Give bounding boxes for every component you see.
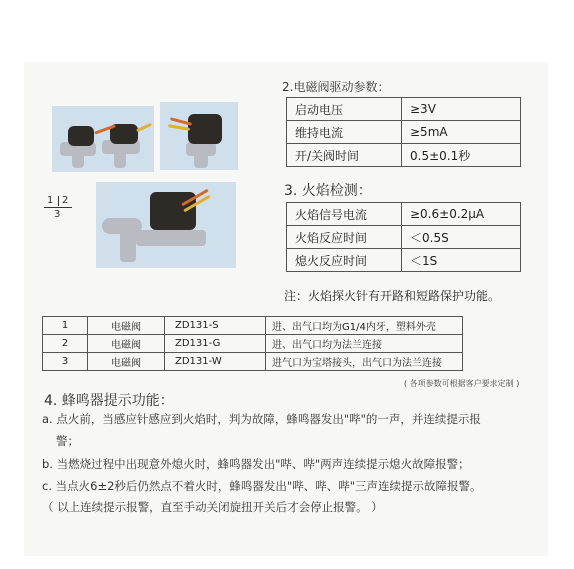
param-value: ≥3V bbox=[402, 98, 521, 121]
param-name: 维持电流 bbox=[287, 121, 402, 144]
param-name: 开/关阀时间 bbox=[287, 144, 402, 167]
param-name: 启动电压 bbox=[287, 98, 402, 121]
param-value: 0.5±0.1秒 bbox=[402, 144, 521, 167]
buzzer-item-a-cont: 警； bbox=[56, 434, 79, 448]
section-2-title: 2.电磁阀驱动参数： bbox=[282, 80, 390, 94]
model-name: 电磁阀 bbox=[88, 317, 165, 335]
models-footnote: ( 各项参数可根据客户要求定制 ) bbox=[404, 379, 520, 388]
param-value: ＜0.5S bbox=[402, 226, 521, 249]
param-value: ≥0.6±0.2μA bbox=[402, 203, 521, 226]
buzzer-item-a: a. 点火前，当感应针感应到火焰时，判为故障，蜂鸣器发出"哔"的一声，并连续提示报 bbox=[42, 412, 481, 426]
section-3-title: 3. 火焰检测： bbox=[284, 183, 372, 199]
product-photo-1 bbox=[52, 106, 154, 172]
model-code: ZD131-S bbox=[165, 317, 266, 335]
model-no: 3 bbox=[43, 353, 88, 371]
model-name: 电磁阀 bbox=[88, 353, 165, 371]
table-row bbox=[287, 98, 521, 121]
product-photo-2 bbox=[160, 102, 238, 170]
figure-label-1: 1 bbox=[47, 195, 54, 206]
model-name: 电磁阀 bbox=[88, 335, 165, 353]
figure-label-3: 3 bbox=[54, 209, 61, 220]
figure-label-rule bbox=[44, 207, 72, 208]
table-row bbox=[287, 144, 521, 167]
model-no: 1 bbox=[43, 317, 88, 335]
param-name: 火焰信号电流 bbox=[287, 203, 402, 226]
param-value: ≥5mA bbox=[402, 121, 521, 144]
figure-label-2: 2 bbox=[62, 195, 69, 206]
model-desc: 进、出气口均为G1/4内牙，塑料外壳 bbox=[266, 317, 463, 335]
param-name: 熄火反应时间 bbox=[287, 249, 402, 272]
table-row bbox=[43, 353, 463, 371]
table-row bbox=[43, 335, 463, 353]
model-no: 2 bbox=[43, 335, 88, 353]
section-4-title: 4. 蜂鸣器提示功能： bbox=[44, 393, 174, 409]
figure-label-divider bbox=[58, 196, 59, 206]
flame-detect-table bbox=[286, 202, 521, 272]
buzzer-item-c: c. 当点火6±2秒后仍然点不着火时，蜂鸣器发出"哔、哔、哔"三声连续提示故障报警。 bbox=[42, 479, 482, 493]
buzzer-note: （ 以上连续提示报警，直至手动关闭旋扭开关后才会停止报警。 ） bbox=[42, 500, 383, 514]
model-code: ZD131-G bbox=[165, 335, 266, 353]
table-row bbox=[287, 249, 521, 272]
model-code: ZD131-W bbox=[165, 353, 266, 371]
table-row bbox=[287, 226, 521, 249]
buzzer-item-b: b. 当燃烧过程中出现意外熄火时，蜂鸣器发出"哔、哔"两声连续提示熄火故障报警； bbox=[42, 457, 470, 471]
model-desc: 进气口为宝塔接头，出气口为法兰连接 bbox=[266, 353, 463, 371]
table-row bbox=[287, 121, 521, 144]
param-name: 火焰反应时间 bbox=[287, 226, 402, 249]
param-value: ＜1S bbox=[402, 249, 521, 272]
model-desc: 进、出气口均为法兰连接 bbox=[266, 335, 463, 353]
flame-note: 注：火焰探火针有开路和短路保护功能。 bbox=[284, 289, 501, 303]
table-row bbox=[43, 317, 463, 335]
table-row bbox=[287, 203, 521, 226]
drive-params-table bbox=[286, 97, 521, 167]
product-photo-3 bbox=[96, 182, 236, 268]
model-table bbox=[42, 316, 463, 371]
